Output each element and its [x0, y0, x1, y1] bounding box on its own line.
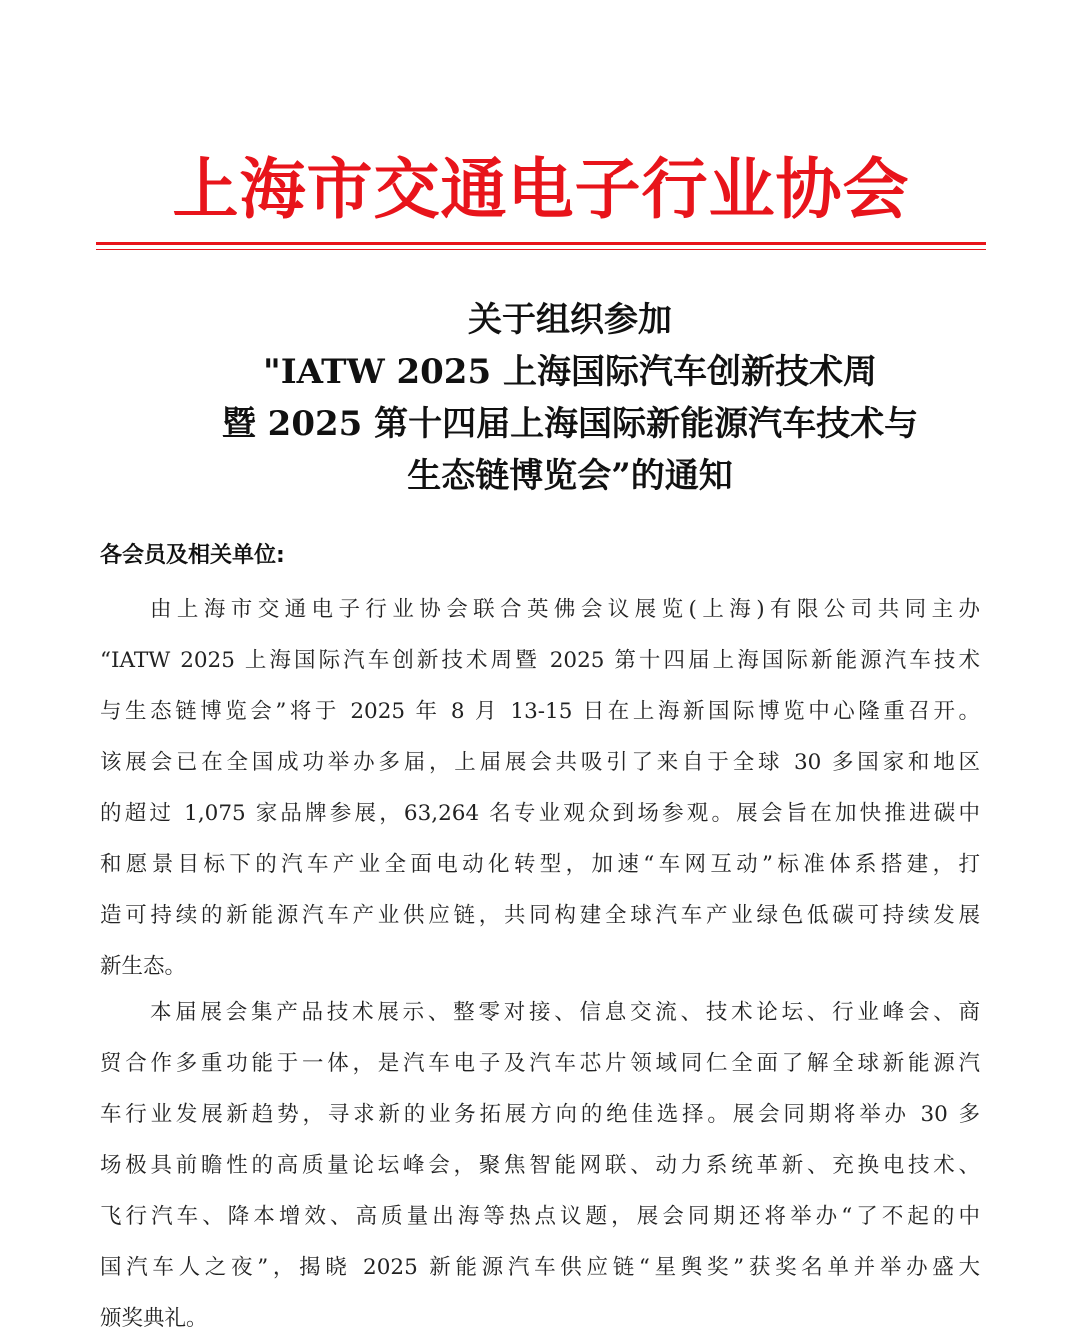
salutation: 各会员及相关单位:	[100, 543, 285, 568]
paragraph-line: 的超过 1,075 家品牌参展，63,264 名专业观众到场参观。展会旨在加快推进碳中	[100, 801, 980, 826]
paragraph-line: 新生态。	[100, 954, 187, 979]
title-line: 关于组织参加	[468, 300, 672, 340]
paragraph-line: 国汽车人之夜”，揭晓 2025 新能源汽车供应链“星舆奖”获奖名单并举办盛大	[100, 1255, 980, 1280]
title-line: "IATW 2025 上海国际汽车创新技术周	[263, 352, 877, 392]
paragraph-line: 贸合作多重功能于一体，是汽车电子及汽车芯片领域同仁全面了解全球新能源汽	[100, 1051, 980, 1076]
organization-header: 上海市交通电子行业协会	[172, 151, 910, 228]
paragraph-line: 和愿景目标下的汽车产业全面电动化转型，加速“车网互动”标准体系搭建，打	[100, 852, 980, 877]
body-paragraph	[100, 987, 980, 1344]
paragraph-line: 本届展会集产品技术展示、整零对接、信息交流、技术论坛、行业峰会、商	[150, 1000, 980, 1025]
paragraph-line: 场极具前瞻性的高质量论坛峰会，聚焦智能网联、动力系统革新、充换电技术、	[100, 1153, 980, 1178]
body-paragraph	[100, 584, 980, 992]
paragraph-line: 与生态链博览会”将于 2025 年 8 月 13-15 日在上海新国际博览中心隆重召开。	[100, 699, 980, 724]
notice-title	[60, 294, 1080, 502]
header-divider-thin	[96, 249, 986, 250]
paragraph-line: 由上海市交通电子行业协会联合英佛会议展览(上海)有限公司共同主办	[150, 597, 980, 622]
header-divider-thick	[96, 242, 986, 245]
paragraph-line: 造可持续的新能源汽车产业供应链，共同构建全球汽车产业绿色低碳可持续发展	[100, 903, 980, 928]
paragraph-line: 车行业发展新趋势，寻求新的业务拓展方向的绝佳选择。展会同期将举办 30 多	[100, 1102, 980, 1127]
paragraph-line: 飞行汽车、降本增效、高质量出海等热点议题，展会同期还将举办“了不起的中	[100, 1204, 980, 1229]
title-line: 暨 2025 第十四届上海国际新能源汽车技术与	[221, 404, 919, 444]
title-line: 生态链博览会”的通知	[407, 456, 733, 496]
paragraph-line: 颁奖典礼。	[100, 1306, 208, 1331]
paragraph-line: 该展会已在全国成功举办多届，上届展会共吸引了来自于全球 30 多国家和地区	[100, 750, 980, 775]
paragraph-line: “IATW 2025 上海国际汽车创新技术周暨 2025 第十四届上海国际新能源汽车技术	[100, 648, 980, 673]
